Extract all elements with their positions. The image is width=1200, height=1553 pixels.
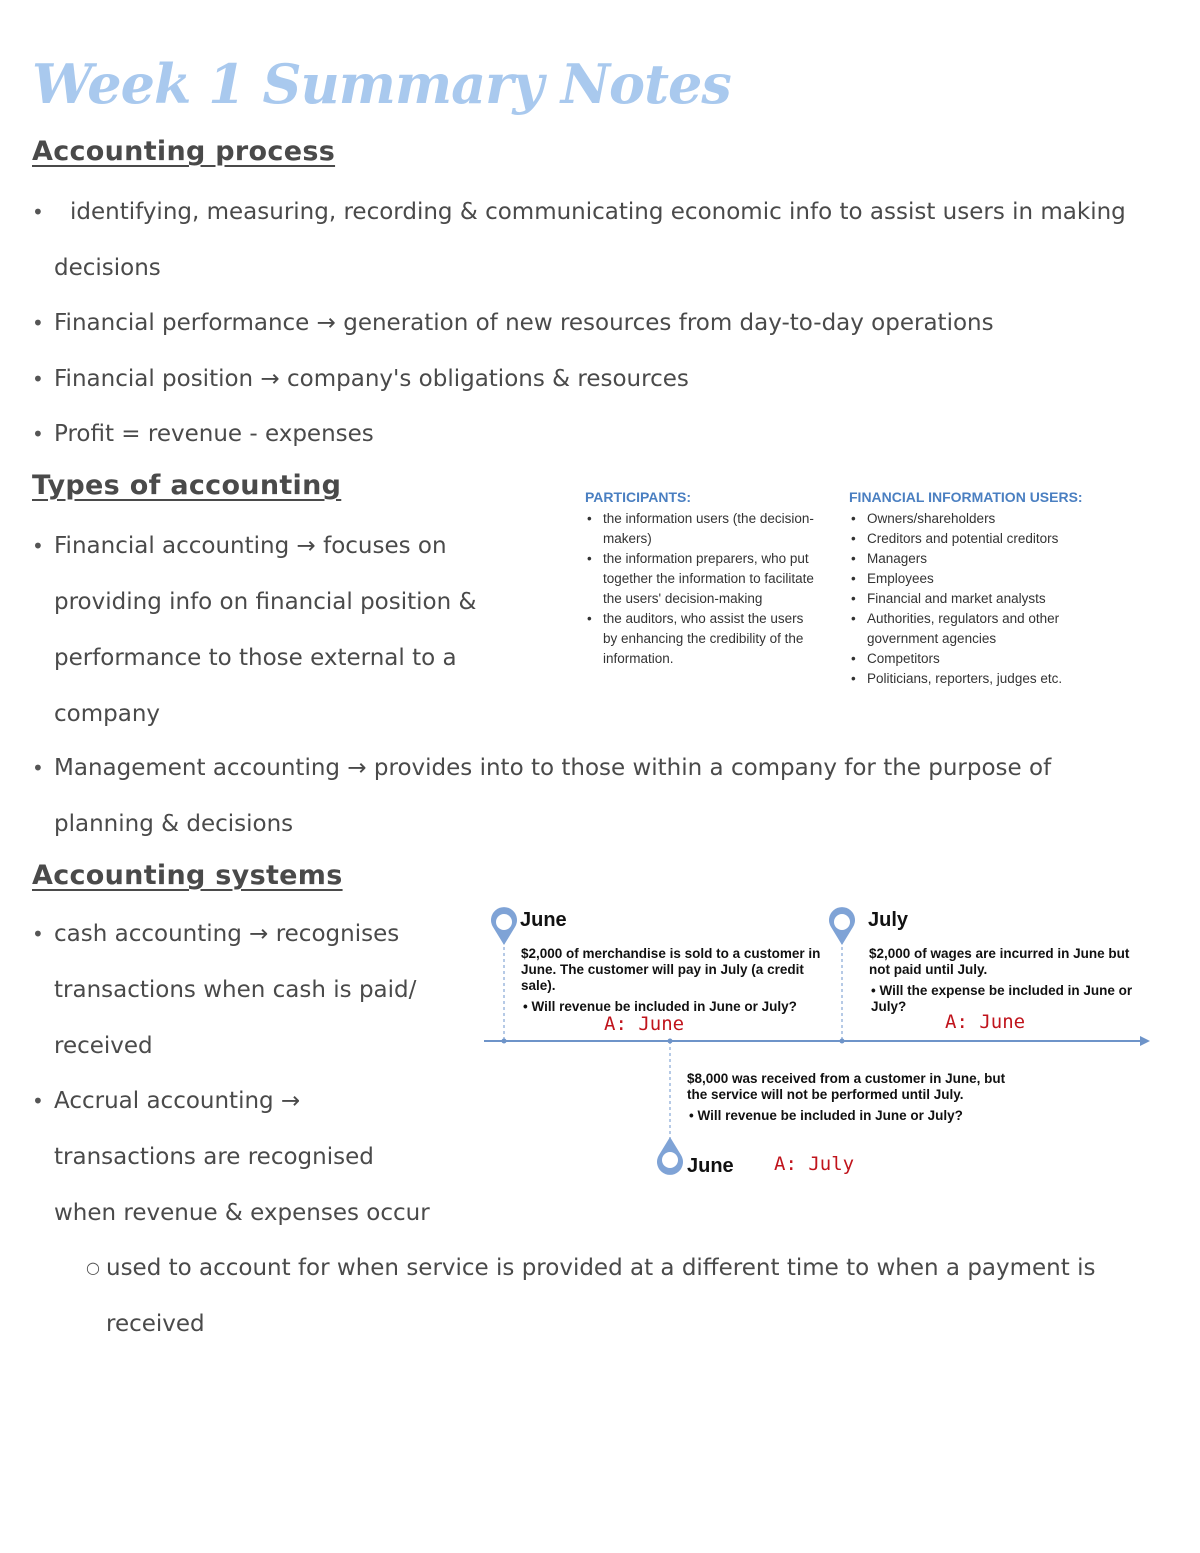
event-month: July (868, 909, 909, 931)
event-description (869, 946, 1139, 1015)
map-pin-icon (491, 907, 517, 945)
sub-bullet-text: used to account for when service is provided at a different time to when a payment is (106, 1255, 1096, 1281)
bullet-text: Financial position → company's obligations & resources (54, 366, 689, 392)
users-panel (849, 489, 1109, 689)
bullet-text: Profit = revenue - expenses (54, 421, 374, 447)
bullet-text: identifying, measuring, recording & communicating economic info to assist users in making (70, 199, 1126, 225)
timeline-dot (840, 1039, 845, 1044)
users-item: • Owners/shareholders (849, 509, 1109, 529)
event-question: • Will the expense be included in June or July? (871, 983, 1133, 1014)
hollow-bullet-icon: ○ (86, 1258, 100, 1277)
participants-item: • the information users (the decision-makers) (585, 509, 815, 549)
sub-bullet-text-continued: received (106, 1311, 205, 1337)
bullet-text-continued: received (54, 1033, 153, 1059)
bullet-text: Financial performance → generation of new resources from day-to-day operations (54, 310, 994, 336)
bullet-dot: • (32, 422, 44, 446)
bullet-text-continued: company (54, 701, 161, 727)
participants-title: PARTICIPANTS: (585, 489, 692, 505)
event-answer: A: July (774, 1153, 855, 1175)
bullet-text-continued: transactions are recognised (54, 1144, 374, 1170)
map-pin-icon (829, 907, 855, 945)
timeline-dot (502, 1039, 507, 1044)
bullet-dot: • (32, 756, 44, 780)
users-item: • Authorities, regulators and other government agencies (849, 609, 1109, 649)
bullet-dot: • (32, 1089, 44, 1113)
bullet-dot: • (32, 922, 44, 946)
participants-item: • the auditors, who assist the users by enhancing the credibility of the information. (585, 609, 815, 669)
event-question: • Will revenue be included in June or July? (523, 999, 797, 1014)
bullet-dot: • (32, 200, 44, 224)
event-answer: A: June (604, 1013, 685, 1035)
event-text: $8,000 was received from a customer in June, but the service will not be performed until July. (687, 1071, 1006, 1102)
event-month: June (687, 1155, 734, 1177)
users-item: • Competitors (849, 649, 1109, 669)
participants-list (585, 509, 815, 669)
heading-types-of-accounting: Types of accounting (32, 470, 342, 501)
users-title: FINANCIAL INFORMATION USERS: (849, 489, 1083, 505)
event-description (521, 946, 831, 1015)
timeline-dot (668, 1039, 673, 1044)
users-item: • Politicians, reporters, judges etc. (849, 669, 1109, 689)
event-question: • Will revenue be included in June or July? (689, 1108, 963, 1123)
bullet-text: Accrual accounting → (54, 1088, 301, 1114)
event-description (687, 1071, 1017, 1124)
map-pin-icon (657, 1137, 683, 1175)
bullet-dot: • (32, 367, 44, 391)
users-item: • Creditors and potential creditors (849, 529, 1109, 549)
event-answer: A: June (945, 1011, 1026, 1033)
bullet-text-continued: decisions (54, 255, 161, 281)
bullet-text: Financial accounting → focuses on (54, 533, 447, 559)
users-item: • Employees (849, 569, 1109, 589)
bullet-text-continued: performance to those external to a (54, 645, 457, 671)
heading-accounting-process: Accounting process (32, 136, 336, 167)
bullet-text: cash accounting → recognises (54, 921, 400, 947)
event-text: $2,000 of merchandise is sold to a customer in June. The customer will pay in July (a credit sale). (521, 946, 821, 993)
event-month: June (520, 909, 567, 931)
bullet-dot: • (32, 534, 44, 558)
bullet-text-continued: providing info on financial position & (54, 589, 477, 615)
participants-item: • the information preparers, who put together the information to facilitate the users' decision-making (585, 549, 815, 609)
participants-panel (585, 489, 815, 669)
users-item: • Managers (849, 549, 1109, 569)
page-title: Week 1 Summary Notes (32, 52, 731, 116)
timeline-arrow-icon (1140, 1036, 1150, 1046)
users-item: • Financial and market analysts (849, 589, 1109, 609)
bullet-text: Management accounting → provides into to those within a company for the purpose of (54, 755, 1052, 781)
bullet-text-continued: transactions when cash is paid/ (54, 977, 417, 1003)
heading-accounting-systems: Accounting systems (32, 860, 343, 891)
bullet-text-continued: planning & decisions (54, 811, 294, 837)
bullet-dot: • (32, 311, 44, 335)
bullet-text-continued: when revenue & expenses occur (54, 1200, 430, 1226)
users-list (849, 509, 1109, 689)
event-text: $2,000 of wages are incurred in June but not paid until July. (869, 946, 1130, 977)
